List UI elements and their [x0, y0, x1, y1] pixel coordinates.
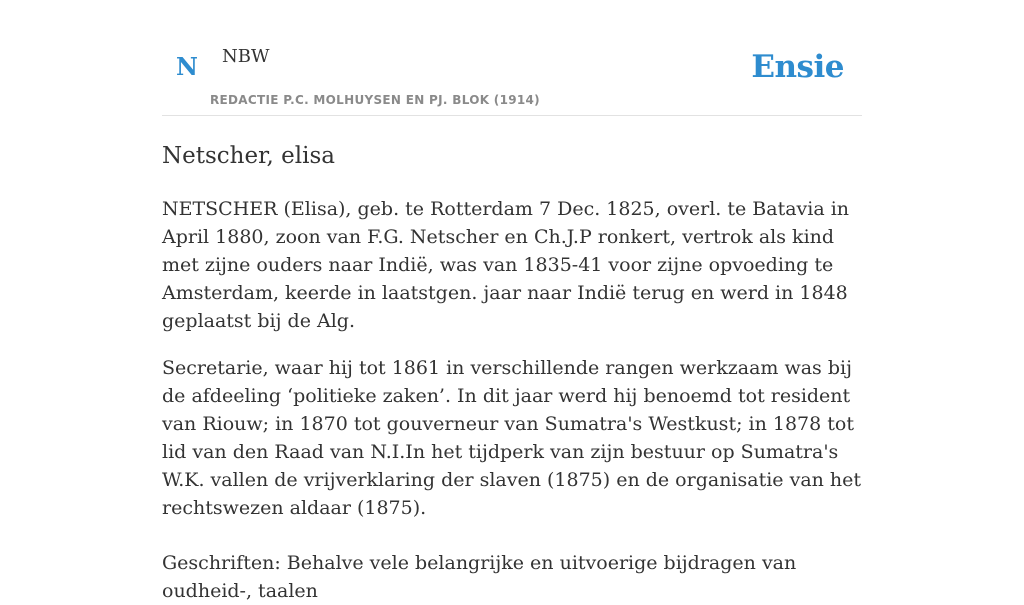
page [162, 0, 862, 605]
article-paragraph: Geschriften: Behalve vele belangrijke en uitvoerige bijdragen van oudheid-, taalen [162, 551, 797, 602]
source-subtitle: REDACTIE P.C. MOLHUYSEN EN PJ. BLOK (1914) [210, 93, 540, 107]
brand-logo[interactable]: Ensie [751, 49, 844, 85]
article-title: Netscher, elisa [162, 143, 336, 169]
article-paragraph: Secretarie, waar hij tot 1861 in verschillende rangen werkzaam was bij de afdeeling ‘politieke zaken’. In dit jaar werd hij benoemd tot resident van Riouw; in 1870 tot gouverneur van Sumatra's Westkust; in 1878 tot lid van den Raad van N.I.In het tijdperk van zijn bestuur op Sumatra's W.K. vallen de vrijverklaring der slaven (1875) en de organisatie van het rechtswezen aldaar (1875). [162, 356, 862, 519]
article-paragraph: NETSCHER (Elisa), geb. te Rotterdam 7 Dec. 1825, overl. te Batavia in April 1880, zoon van F.G. Netscher en Ch.J.P ronkert, vertrok als kind met zijne ouders naar Indië, was van 1835-41 voor zijne opvoeding te Amsterdam, keerde in laatstgen. jaar naar Indië terug en werd in 1848 geplaatst bij de Alg. [162, 197, 850, 332]
source-logo-icon[interactable]: N [176, 52, 198, 81]
source-name[interactable]: NBW [222, 46, 270, 67]
source-header [162, 0, 862, 116]
